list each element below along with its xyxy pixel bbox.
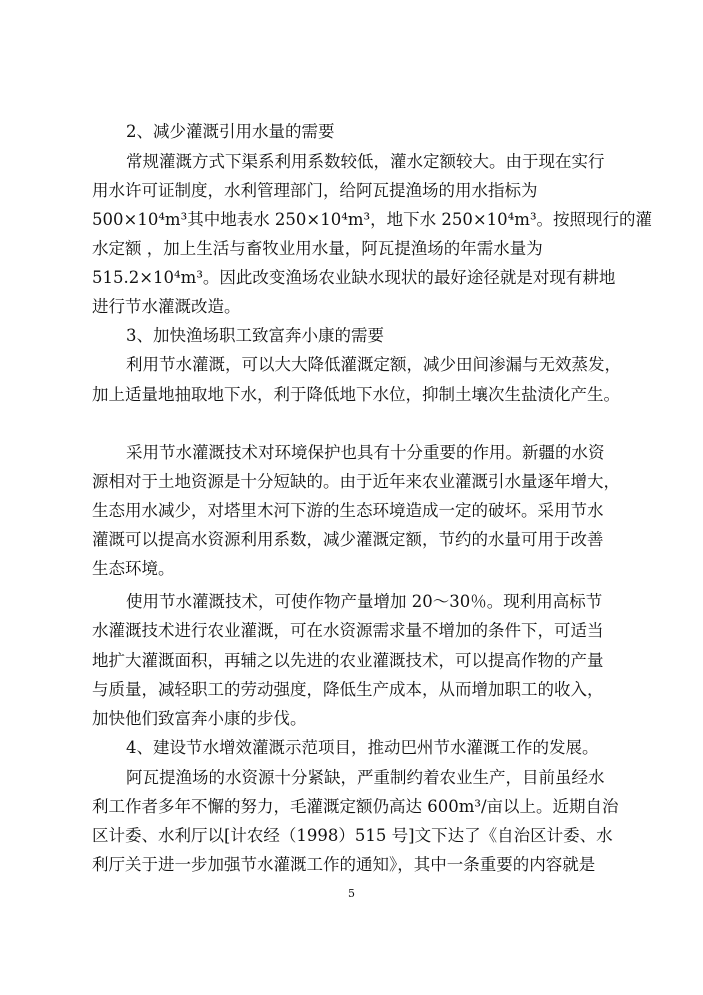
paragraph-3-line-4: 灌溉可以提高水资源利用系数，减少灌溉定额，节约的水量可用于改善 [92, 530, 604, 549]
paragraph-3-line-3: 生态用水减少，对塔里木河下游的生态环境造成一定的破坏。采用节水 [92, 501, 604, 520]
paragraph-5-line-1: 阿瓦提渔场的水资源十分紧缺，严重制约着农业生产，目前虽经水 [126, 768, 605, 787]
paragraph-3-line-1: 采用节水灌溉技术对环境保护也具有十分重要的作用。新疆的水资 [126, 443, 605, 462]
paragraph-1-line-5: 515.2×10⁴m³。因此改变渔场农业缺水现状的最好途径就是对现有耕地 [92, 268, 616, 287]
paragraph-4-line-1: 使用节水灌溉技术，可使作物产量增加 20～30％。现利用高标节 [126, 592, 603, 611]
section-heading-2: 2、减少灌溉引用水量的需要 [126, 122, 335, 141]
paragraph-1-line-4: 水定额 ，加上生活与畜牧业用水量，阿瓦提渔场的年需水量为 [92, 239, 543, 258]
paragraph-1-line-6: 进行节水灌溉改造。 [92, 297, 241, 316]
paragraph-4-line-4: 与质量，减轻职工的劳动强度，降低生产成本，从而增加职工的收入， [92, 680, 604, 699]
section-heading-3: 3、加快渔场职工致富奔小康的需要 [126, 326, 384, 345]
paragraph-1-line-1: 常规灌溉方式下渠系利用系数较低，灌水定额较大。由于现在实行 [126, 152, 605, 171]
section-heading-4: 4、建设节水增效灌溉示范项目，推动巴州节水灌溉工作的发展。 [126, 738, 599, 757]
paragraph-3-line-2: 源相对于土地资源是十分短缺的。由于近年来农业灌溉引水量逐年增大， [92, 472, 620, 491]
paragraph-3-line-5: 生态环境。 [92, 559, 175, 578]
paragraph-4-line-2: 水灌溉技术进行农业灌溉，可在水资源需求量不增加的条件下，可适当 [92, 621, 604, 640]
paragraph-5-line-4: 利厅关于进一步加强节水灌溉工作的通知》，其中一条重要的内容就是 [92, 855, 596, 874]
paragraph-4-line-5: 加快他们致富奔小康的步伐。 [92, 709, 307, 728]
paragraph-2-line-1: 利用节水灌溉，可以大大降低灌溉定额，减少田间渗漏与无效蒸发， [126, 355, 621, 374]
paragraph-4-line-3: 地扩大灌溉面积，再辅之以先进的农业灌溉技术，可以提高作物的产量 [92, 651, 604, 670]
paragraph-2-line-2: 加上适量地抽取地下水，利于降低地下水位，抑制土壤次生盐渍化产生。 [92, 385, 620, 404]
paragraph-1-line-2: 用水许可证制度，水利管理部门，给阿瓦提渔场的用水指标为 [92, 181, 538, 200]
paragraph-1-line-3: 500×10⁴m³其中地表水 250×10⁴m³，地下水 250×10⁴m³。按照现行的灌 [92, 210, 653, 229]
paragraph-5-line-3: 区计委、水利厅以[计农经（1998）515 号]文下达了《自治区计委、水 [92, 826, 613, 845]
page-number: 5 [348, 887, 355, 900]
paragraph-5-line-2: 利工作者多年不懈的努力，毛灌溉定额仍高达 600m³/亩以上。近期自治 [92, 797, 619, 816]
